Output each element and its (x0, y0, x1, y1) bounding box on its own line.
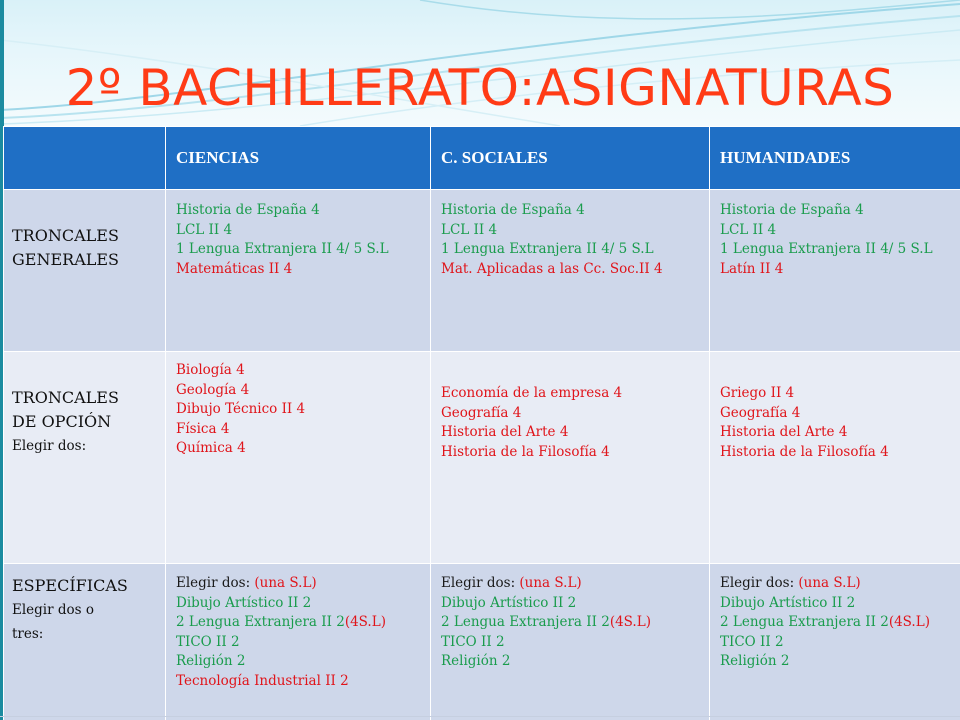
language-text: 2 Lengua Extranjera II 2 (176, 614, 345, 630)
subject-item: TICO II 2 (176, 633, 240, 650)
table-header-row (4, 127, 960, 190)
cell-especificas-humanidades (710, 564, 960, 720)
row-label-line2: DE OPCIÓN (12, 412, 112, 431)
subject-item: Historia de España 4 (176, 202, 320, 218)
language-text: 2 Lengua Extranjera II 2 (441, 614, 610, 630)
subjects-table (3, 126, 960, 720)
row-sublabel: Elegir dos: (12, 438, 87, 454)
row-label: ESPECÍFICAS (12, 576, 128, 595)
subject-item-language (441, 613, 709, 633)
subject-item: 1 Lengua Extranjera II 4/ 5 S.L (441, 241, 654, 257)
subject-item: Mat. Aplicadas a las Cc. Soc.II 4 (441, 260, 663, 277)
choose-instruction (176, 574, 430, 594)
subject-item: Historia de la Filosofía 4 (441, 443, 610, 460)
subject-item: Dibujo Artístico II 2 (720, 594, 856, 611)
subject-item: Griego II 4 (720, 385, 795, 401)
row-especificas (4, 564, 960, 720)
row-label-line2: GENERALES (12, 250, 120, 269)
row-label-cell (4, 190, 166, 352)
cell-especificas-sociales (431, 564, 710, 720)
subject-item: Historia de España 4 (720, 202, 864, 218)
header-corner-cell (4, 127, 166, 190)
subject-item: LCL II 4 (441, 221, 498, 238)
subject-item: Geología 4 (176, 381, 250, 398)
choose-note: (una S.L) (254, 575, 317, 591)
row-sublabel-line2: tres: (12, 626, 44, 642)
subject-item: 1 Lengua Extranjera II 4/ 5 S.L (720, 241, 933, 257)
subject-item: Historia del Arte 4 (441, 424, 569, 440)
subject-item: 1 Lengua Extranjera II 4/ 5 S.L (176, 241, 389, 257)
subject-item-language (720, 613, 960, 633)
language-note: (4S.L) (344, 614, 386, 630)
choose-note: (una S.L) (519, 575, 582, 591)
choose-instruction (441, 574, 709, 594)
subject-item: Geografía 4 (720, 404, 801, 421)
row-troncales-generales (4, 190, 960, 352)
row-label: TRONCALES (12, 226, 119, 245)
subject-item: Economía de la empresa 4 (441, 385, 623, 401)
subject-item: Religión 2 (176, 653, 246, 669)
subject-item: Historia de España 4 (441, 202, 585, 218)
slide-title: 2º BACHILLERATO:ASIGNATURAS (65, 59, 895, 117)
subject-item: Dibujo Artístico II 2 (441, 594, 577, 611)
row-label: TRONCALES (12, 388, 119, 407)
subject-item: Geografía 4 (441, 404, 522, 421)
subject-item: LCL II 4 (720, 221, 777, 238)
subject-item: Historia del Arte 4 (720, 424, 848, 440)
subject-item: Religión 2 (720, 653, 790, 669)
choose-instruction (720, 574, 960, 594)
header-ciencias: CIENCIAS (166, 127, 431, 190)
cell-generales-humanidades (710, 190, 960, 352)
cell-generales-sociales (431, 190, 710, 352)
header-c-sociales: C. SOCIALES (431, 127, 710, 190)
subject-item: Tecnología Industrial II 2 (176, 672, 349, 689)
subject-item: Biología 4 (176, 362, 245, 378)
bottom-divider (0, 716, 960, 717)
cell-especificas-ciencias (166, 564, 431, 720)
cell-opcion-ciencias (166, 352, 431, 564)
subject-item: TICO II 2 (720, 633, 784, 650)
language-note: (4S.L) (888, 614, 930, 630)
subject-item-language (176, 613, 430, 633)
subject-item: Dibujo Técnico II 4 (176, 401, 306, 417)
subject-item: Religión 2 (441, 653, 511, 669)
subject-item: Física 4 (176, 420, 230, 437)
language-note: (4S.L) (609, 614, 651, 630)
row-label-cell (4, 352, 166, 564)
row-label-cell (4, 564, 166, 720)
row-troncales-opcion (4, 352, 960, 564)
header-humanidades: HUMANIDADES (710, 127, 960, 190)
cell-opcion-humanidades (710, 352, 960, 564)
subject-item: Matemáticas II 4 (176, 260, 293, 277)
choose-text: Elegir dos: (720, 575, 799, 591)
subject-item: Historia de la Filosofía 4 (720, 443, 889, 460)
subject-item: LCL II 4 (176, 221, 233, 238)
cell-opcion-sociales (431, 352, 710, 564)
subject-item: TICO II 2 (441, 633, 505, 650)
row-sublabel: Elegir dos o (12, 602, 94, 618)
subject-item: Química 4 (176, 440, 246, 456)
subject-item: Latín II 4 (720, 260, 784, 277)
language-text: 2 Lengua Extranjera II 2 (720, 614, 889, 630)
title-band (0, 0, 960, 126)
choose-text: Elegir dos: (176, 575, 255, 591)
choose-note: (una S.L) (798, 575, 861, 591)
choose-text: Elegir dos: (441, 575, 520, 591)
subject-item: Dibujo Artístico II 2 (176, 594, 312, 611)
cell-generales-ciencias (166, 190, 431, 352)
